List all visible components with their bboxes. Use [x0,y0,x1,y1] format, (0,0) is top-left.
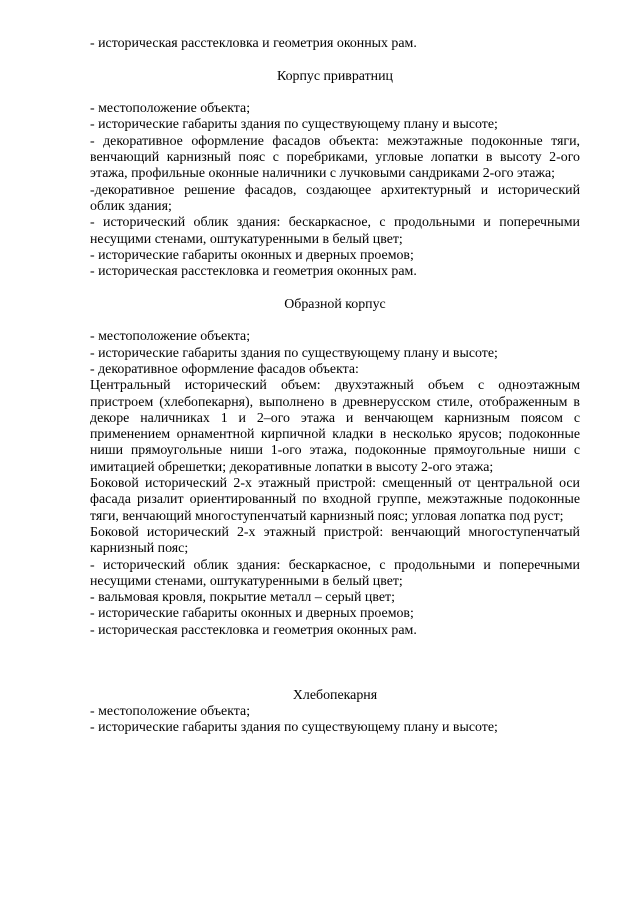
list-item: - местоположение объекта; [90,101,251,117]
paragraph: Боковой исторический 2-х этажный пристрой: смещенный от центральной оси фасада ризалит ориентированный по входной группе, межэтажные подоконные тяги, венчающий многоступенчатый карнизный пояс; угловая лопатка под руст; [90,476,580,524]
list-item: - декоративное оформление фасадов объекта: [90,361,359,377]
list-item: - исторические габариты здания по существующему плану и высоте; [90,345,498,361]
list-item: - декоративное оформление фасадов объекта: межэтажные подоконные тяги, венчающий карнизный пояс с поребриками, угловые лопатки в высоту 2-ого этажа, профильные оконные наличники с лучковыми сандриками 2-ого этажа; [90,133,580,182]
section-heading: Образной корпус [284,296,386,312]
paragraph: Центральный исторический объем: двухэтажный объем с одноэтажным пристроем (хлебопекарня), выполнено в древнерусском стиле, отображенным в декоре наличниках 1 и 2–ого этажа и венчающем карнизным поясом с применением орнаментной кирпичной кладки в несколько ярусов; подоконные ниши прямоугольные ниши 1-ого этажа, подоконные прямоугольные ниши с имитацией обрешетки; декоративные лопатки в высоту 2-ого этажа; [90,378,580,475]
list-item: - исторические габариты здания по существующему плану и высоте; [90,720,498,736]
paragraph: Боковой исторический 2-х этажный пристрой: венчающий многоступенчатый карнизный пояс; [90,524,580,557]
list-item: - вальмовая кровля, покрытие металл – серый цвет; [90,590,395,606]
list-item: - исторические габариты оконных и дверных проемов; [90,606,414,622]
list-item: - историческая расстекловка и геометрия оконных рам. [90,264,417,280]
list-item: - исторические габариты оконных и дверных проемов; [90,247,414,263]
list-item: -декоративное решение фасадов, создающее архитектурный и исторический облик здания; [90,182,580,214]
paragraph: - историческая расстекловка и геометрия оконных рам. [90,36,417,51]
document-page [90,36,580,737]
list-item: - исторические габариты здания по существующему плану и высоте; [90,117,498,133]
list-item: - местоположение объекта; [90,329,251,345]
list-item: - исторический облик здания: бескаркасное, с продольными и поперечными несущими стенами, оштукатуренными в белый цвет; [90,215,580,247]
list-item: - исторический облик здания: бескаркасное, с продольными и поперечными несущими стенами, оштукатуренными в белый цвет; [90,557,580,589]
section-heading: Корпус привратниц [277,68,393,84]
list-item: - историческая расстекловка и геометрия оконных рам. [90,622,417,638]
list-item: - местоположение объекта; [90,704,251,720]
section-heading: Хлебопекарня [292,687,378,703]
